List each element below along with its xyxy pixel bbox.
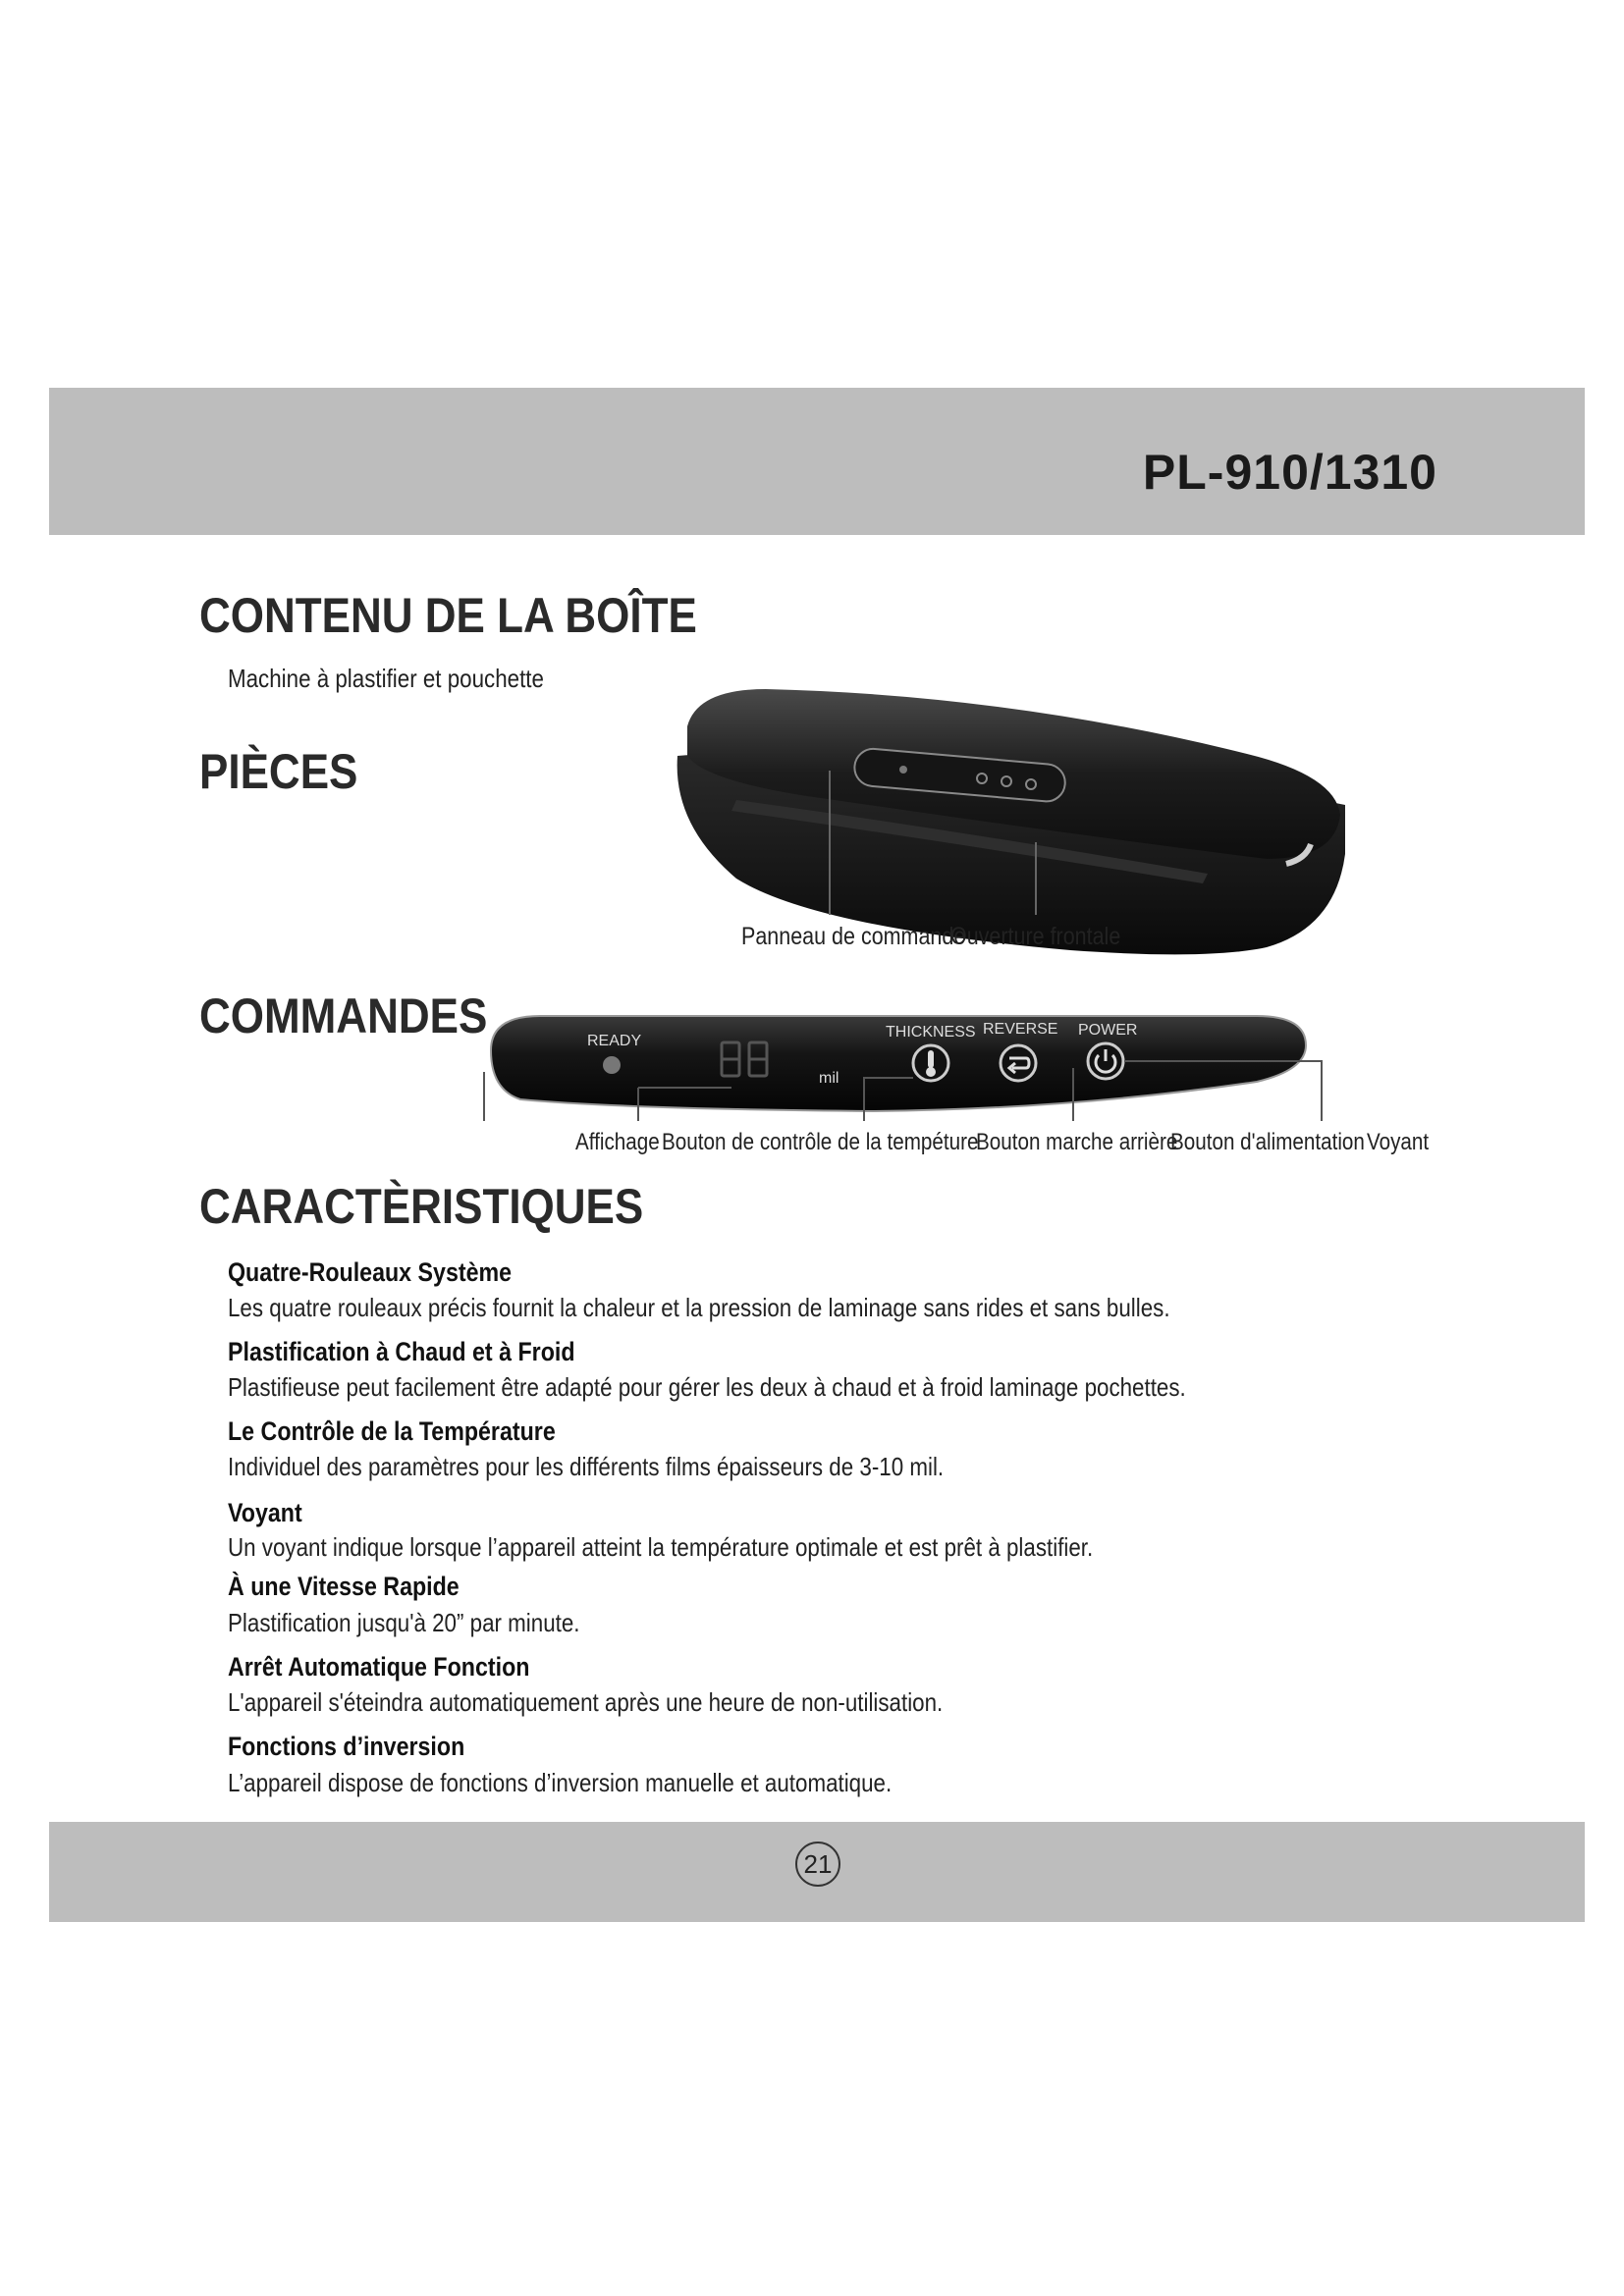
model-number: PL-910/1310 xyxy=(1142,445,1437,500)
feature-title: Quatre-Rouleaux Système xyxy=(228,1257,513,1287)
controls-heading: COMMANDES xyxy=(199,988,488,1043)
feature-desc: Un voyant indique lorsque l’appareil atteint la température optimale et est prêt à plastifier. xyxy=(228,1532,1094,1562)
parts-label-panel: Panneau de commande xyxy=(741,923,966,950)
parts-label-opening: Ouverture frontale xyxy=(950,923,1121,950)
contents-text: Machine à plastifier et pouchette xyxy=(228,664,544,693)
feature-title: À une Vitesse Rapide xyxy=(228,1572,460,1601)
panel-unit-label: mil xyxy=(819,1070,839,1087)
controls-label-temp: Bouton de contrôle de la tempéture xyxy=(662,1129,979,1155)
feature-desc: Plastification jusqu'à 20” par minute. xyxy=(228,1608,580,1637)
panel-reverse-label: REVERSE xyxy=(983,1021,1058,1038)
feature-desc: Plastifieuse peut facilement être adapté pour gérer les deux à chaud et à froid laminage pochettes. xyxy=(228,1372,1186,1402)
feature-desc: L'appareil s'éteindra automatiquement après une heure de non-utilisation. xyxy=(228,1687,944,1717)
feature-title: Arrêt Automatique Fonction xyxy=(228,1652,530,1682)
controls-label-ready: Voyant xyxy=(1367,1129,1430,1155)
feature-title: Voyant xyxy=(228,1498,302,1527)
parts-heading: PIÈCES xyxy=(199,744,358,799)
features-heading: CARACTÈRISTIQUES xyxy=(199,1179,644,1234)
feature-desc: Les quatre rouleaux précis fournit la chaleur et la pression de laminage sans rides et sans bulles. xyxy=(228,1293,1170,1322)
feature-desc: L’appareil dispose de fonctions d’inversion manuelle et automatique. xyxy=(228,1768,893,1797)
feature-title: Fonctions d’inversion xyxy=(228,1732,465,1761)
panel-power-label: POWER xyxy=(1078,1022,1138,1039)
controls-label-power: Bouton d'alimentation xyxy=(1170,1129,1365,1155)
contents-heading: CONTENU DE LA BOÎTE xyxy=(199,588,697,643)
panel-ready-label: READY xyxy=(587,1033,642,1049)
controls-label-reverse: Bouton marche arrière xyxy=(976,1129,1178,1155)
controls-label-display: Affichage xyxy=(575,1129,660,1155)
feature-desc: Individuel des paramètres pour les différents films épaisseurs de 3-10 mil. xyxy=(228,1452,945,1481)
panel-thickness-label: THICKNESS xyxy=(886,1024,976,1041)
feature-title: Plastification à Chaud et à Froid xyxy=(228,1337,575,1366)
page-number: 21 xyxy=(795,1842,840,1887)
feature-title: Le Contrôle de la Température xyxy=(228,1416,556,1446)
